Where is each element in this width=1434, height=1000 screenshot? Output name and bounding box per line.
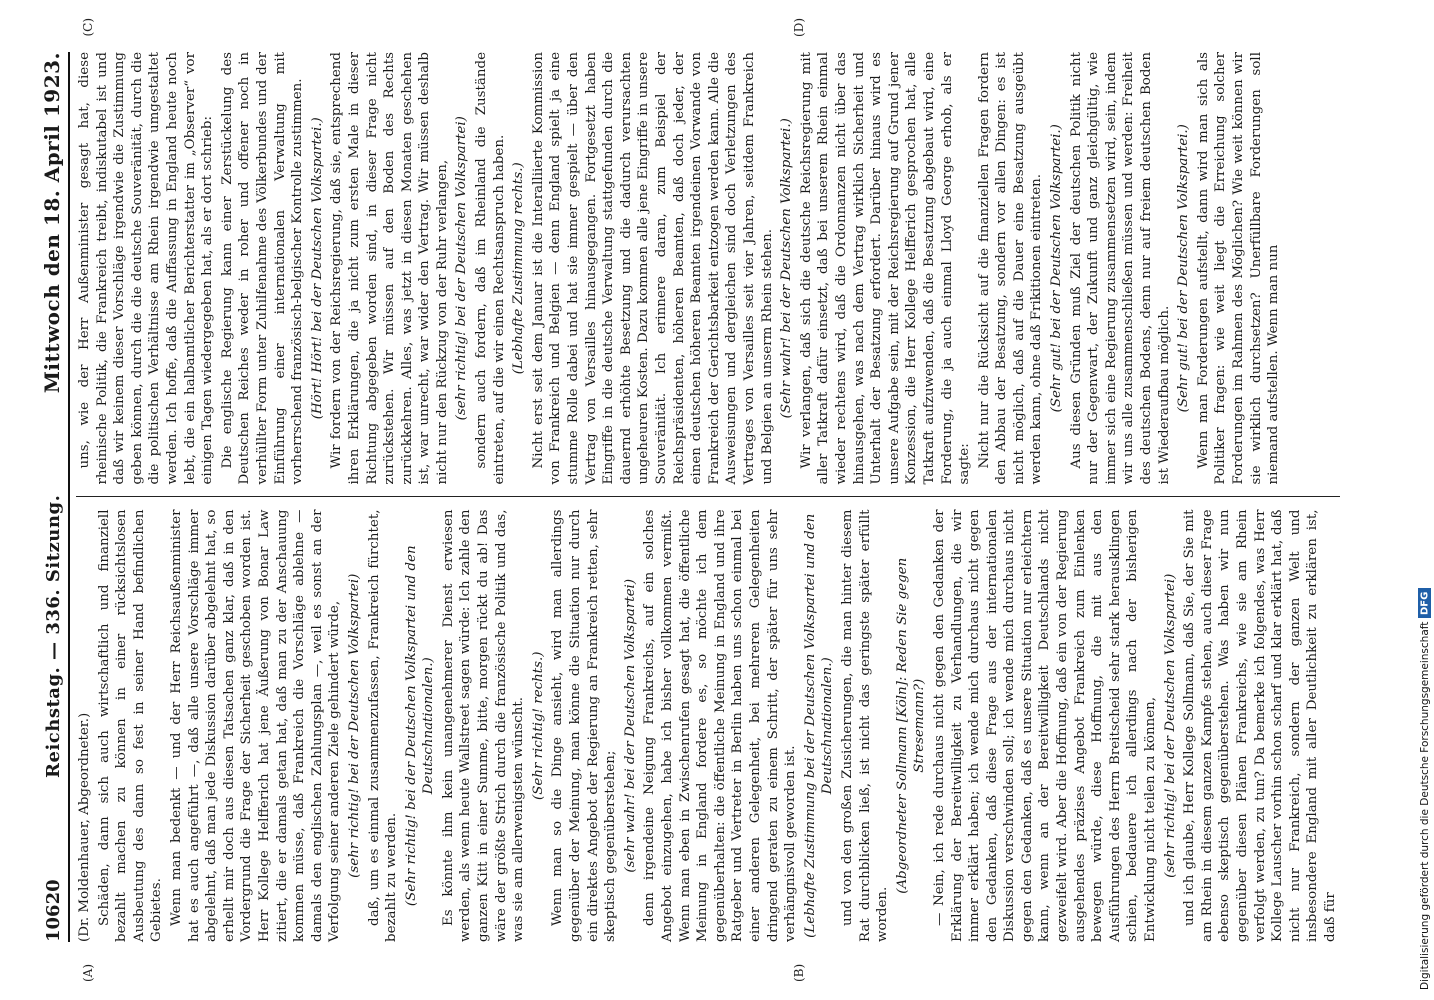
digitization-notice: Digitalisierung gefördert durch die Deutsche Forschungsgemeinschaft <box>1419 621 1431 990</box>
paragraph: (Sehr richtig! rechts.) <box>530 651 546 800</box>
paragraph: (Sehr gut! bei der Deutschen Volkspartei.) <box>1176 124 1192 413</box>
dfg-notice <box>1416 8 1434 998</box>
page-number: 10620 <box>43 879 64 942</box>
paragraph: (sehr richtig! bei der Deutschen Volkspartei) <box>454 116 470 421</box>
text-columns <box>76 18 1340 982</box>
paragraph: (Lebhafte Zustimmung rechts.) <box>511 162 527 375</box>
paragraph: Wir verlangen, daß sich die deutsche Reichsregierung mit aller Tatkraft dafür einsetzt, daß bei unserem Rhein einmal wieder rechtens wird, daß die Ordonnanzen nicht über das hinausgehen, was nach dem Vertrag wirklich Sicherheit und Unterhalt der Besatzung erfordert. Darüber hinaus wird es unsere Aufgabe sein, mit der Reichsregierung auf Grund jener Konzession, die Herr Kollege Helfferich gesprochen hat, alle Tatkraft aufzuwenden, daß die Besatzung abgebaut wird, eine Forderung, die ja auch einmal Lloyd George erhob, als er sagte: <box>798 52 973 485</box>
paragraph: Nicht erst seit dem Januar ist die Interalliierte Kommission von Frankreich und Belgien — denn England spielt ja eine stumme Rolle dabei und hat sie immer gespielt — über den Vertrag von Versailles hinausgegangen. Fortgesetzt haben Eingriffe in die deutsche Verwaltung stattgefunden durch die dauernd erhöhte Besetzung und die dadurch verursachten ungeheuren Kosten. Dazu kommen alle jene Eingriffe in unsere Souveränität. Ich erinnere daran, zum Beispiel der Reichspräsidenten, höheren Beamten, daß doch jeder, der einen deutschen höheren Beamten irgendeinen Vorwande von Frankreich der Gerichtsbarkeit entzogen werden kann. Alle die Ausweisungen und dergleichen sind doch Verletzungen des Vertrages von Versailles seit vier Jahren, seitdem Frankreich und Belgien an unserm Rhein stehen. <box>530 52 775 485</box>
paragraph: Es könnte ihm kein unangenehmerer Dienst erwiesen werden, als wenn heute Wallstreet sagen würde: Ich zahle den ganzen Kitt in einer Summe, bitte, morgen rückt du ab! Das wäre der größte Strich durch die französische Politik und das, was sie am allerwenigsten wünscht. <box>440 509 527 942</box>
paragraph: Wenn man so die Dinge ansieht, wird man allerdings gegenüber der Meinung, man könne die Situation nur durch ein direktes Angebot der Regierung an Frankreich retten, sehr skeptisch gegenüberstehen; <box>550 509 619 942</box>
session-date: Mittwoch den 18. April 1923. <box>40 52 64 394</box>
paragraph: (sehr richtig! bei der Deutschen Volkspartei) <box>1162 573 1178 878</box>
paragraph: Schäden, dann sich auch wirtschaftlich und finanziell bezahlt machen zu können in einer rücksichtslosen Ausbeutung des dann so fest in seiner Hand befindlichen Gebietes. <box>96 509 165 942</box>
session-title: Reichstag. — 336. Sitzung. <box>43 494 64 778</box>
paragraph: — Nein, ich rede durchaus nicht gegen den Gedanken der Erklärung der Bereitwilligkeit zu Verhandlungen, die wir immer erklärt haben; ich wende mich durchaus nicht gegen den Gedanken, daß diese Frage aus der internationalen Diskussion verschwinden soll; ich wende mich durchaus nicht gegen den Gedanken, daß es unsere Situation nur erleichtern kann, wenn an der Bereitwilligkeit Deutschlands nicht gezweifelt wird. Aber die Hoffnung, daß ein von der Regierung ausgehendes präzises Angebot Frankreich zum Einlenken bewegen würde, diese Hoffnung, die mit aus den Ausführungen des Herrn Breitscheid sehr stark herausklingen schien, bedauere ich allerdings nach der bisherigen Entwicklung nicht teilen zu können, <box>931 509 1159 942</box>
paragraph: und von den großen Zusicherungen, die man hinter diesem Rat durchblicken ließ, ist nicht das geringste später erfüllt worden. <box>839 509 891 942</box>
paragraph: Nicht nur die Rücksicht auf die finanziellen Fragen fordern den Abbau der Besatzung, sondern vor allen Dingen: es ist nicht möglich, daß auf die Dauer eine Besatzung ausgeübt werden kann, ohne daß Frikitionen eintreten. <box>976 52 1045 485</box>
paragraph: (Hört! Hört! bei der Deutschen Volkspartei.) <box>309 117 325 420</box>
margin-marker-c: (C) <box>81 18 95 37</box>
margin-marker-a: (A) <box>81 963 95 982</box>
margin-marker-d: (D) <box>792 18 806 37</box>
paragraph: (Sehr gut! bei der Deutschen Volkspartei.) <box>1049 124 1065 413</box>
paragraph: und ich glaube, Herr Kollege Sollmann, daß Sie, der Sie mit am Rhein in diesem ganzen Kampfe stehen, auch dieser Frage ebenso skeptisch gegenüberstehen. Was haben wir nun gegenüber diesen Plänen Frankreichs, wie sie am Rhein verfolgt werden, zu tun? Da bemerke ich folgendes, was Herr Kollege Lauscher vorhin schon scharf und klar erklärt hat, daß nicht nur Frankreich, sondern der ganzen Welt und insbesondere England mit aller Deutlichkeit zu erklären ist, daß für <box>1182 509 1338 942</box>
paragraph: (Sehr richtig! bei der Deutschen Volkspartei und den Deutschnationalen.) <box>403 545 437 907</box>
left-column <box>76 509 1340 982</box>
dfg-logo: DFG <box>1419 588 1432 617</box>
paragraph: (Dr. Moldenhauer, Abgeordneter.) <box>77 712 92 942</box>
paragraph: (Sehr wahr! bei der Deutschen Volkspartei.) <box>779 118 795 419</box>
paragraph: Wir fordern von der Reichsregierung, daß sie, entsprechend ihren Erklärungen, die ja nicht zum ersten Male in dieser Richtung abgegeben worden sind, in dieser Frage nicht zurückstehen. Wir müssen auf den Boden des Rechts zurückkehren. Alles, was jetzt in diesen Monaten geschehen ist, war unrecht, war wider den Vertrag. Wir müssen deshalb nicht nur den Rückzug von der Ruhr verlangen, <box>329 52 450 485</box>
paragraph: daß, um es einmal zusammenzufassen, Frankreich fürchtet, bezahlt zu werden. <box>366 509 400 942</box>
page-header <box>40 52 70 942</box>
right-column <box>76 18 1340 498</box>
paragraph: (Abgeordneter Sollmann [Köln]: Reden Sie gegen Stresemann?) <box>894 557 928 894</box>
paragraph: Die englische Regierung kann einer Zerstückelung des Deutschen Reiches weder in roher und offener noch in verhüllter Form unter Zuhilfenahme des Völkerbundes und der Einführung einer internationalen Verwaltung mit vorherrschend französisch-belgischer Kontrolle zustimmen. <box>219 52 306 485</box>
paragraph: (sehr richtig! bei der Deutschen Volkspartei) <box>346 573 362 878</box>
paragraph: Aus diesen Gründen muß Ziel der deutschen Politik nicht nur der Gegenwart, der Zukunft und ganz gleichgültig, wie immer sich eine Regierung zusammensetzen wird, sein, indem wir uns alle zusammenschließen müssen und werden: Freiheit des deutschen Bodens, denn nur auf freiem deutschen Boden ist Wiederaufbau möglich. <box>1068 52 1172 485</box>
paragraph: Wenn man Forderungen aufstellt, dann wird man sich als Politiker fragen: wie weit liegt die Erreichung solcher Forderungen im Rahmen des Möglichen? Wie weit können wir sie wirklich durchsetzen? Unerfüllbare Forderungen soll niemand aufstellen. Wenn man nun <box>1195 52 1282 485</box>
paragraph: (sehr wahr! bei der Deutschen Volkspartei) <box>622 578 638 873</box>
paragraph: sondern auch fordern, daß im Rheinland die Zustände eintreten, auf die wir einen Rechtsanspruch haben. <box>474 52 507 485</box>
margin-marker-b: (B) <box>792 963 806 982</box>
paragraph: denn irgendeine Neigung Frankreichs, auf ein solches Angebot einzugehen, habe ich bisher vollkommen vermißt. Wenn man eben in Zwischenrufen gesagt hat, die öffentliche Meinung in England fordere es, so möchte ich dem gegenüberhalten: die öffentliche Meinung in England und ihre Ratgeber und Vertreter in Berlin haben uns schon einmal bei einer anderen Gelegenheit, bei mehreren Gelegenheiten dringend geraten zu einem Schritt, der später für uns sehr verhängnisvoll geworden ist. <box>642 509 799 942</box>
paragraph: Wenn man bedenkt — und der Herr Reichsaußenminister hat es auch angeführt —, daß alle unsere Vorschläge immer abgelehnt, daß man jede Diskussion darüber abgelehnt hat, so erhellt mir doch aus diesen Tatsachen ganz klar, daß in den Vordergrund die Frage der Sicherheit geschoben worden ist. Herr Kollege Helfferich hat jene Äußerung von Bonar Law zitiert, die er damals getan hat, daß man zu der Anschauung kommen müsse, daß Frankreich die Vorschläge ablehne — damals den englischen Zahlungsplan —, weil es sonst an der Verfolgung seiner anderen Ziele gehindert würde, <box>168 509 343 942</box>
paragraph: (Lebhafte Zustimmung bei der Deutschen Volkspartei und den Deutschnationalen.) <box>802 513 836 938</box>
paragraph: uns, wie der Herr Außenminister gesagt hat, diese rheinische Politik, die Frankreich treibt, indiskutabel ist und daß wir keinem dieser Vorschläge irgendwie die Zustimmung geben können, durch die die deutsche Souveränität, durch die die politischen Verhältnisse am Rhein irgendwie umgestaltet werden. Ich hoffe, daß die Auffassung in England heute noch lebt, die ein halbamtlicher Berichterstatter im „Observer“ vor einigen Tagen wiedergegeben hat, als er dort schrieb: <box>77 52 216 485</box>
